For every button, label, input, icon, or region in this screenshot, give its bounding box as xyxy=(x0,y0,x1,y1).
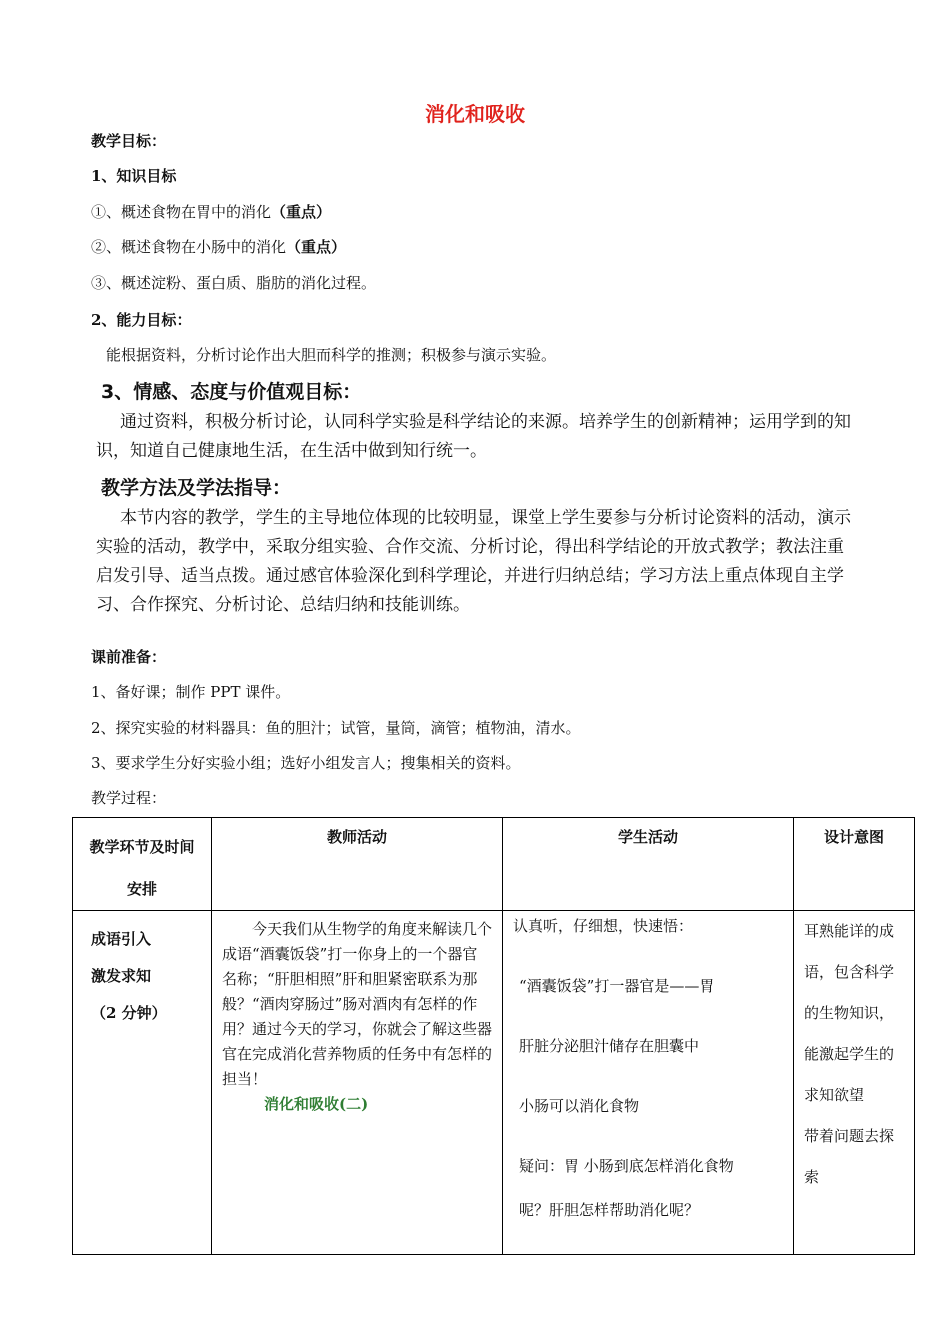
student-line: 呢？肝胆怎样帮助消化呢？ xyxy=(519,1201,700,1219)
key-point-tag: （重点） xyxy=(271,203,332,221)
preparation-item-1: 1、备好课；制作 PPT 课件。 xyxy=(91,683,291,701)
student-cell xyxy=(503,911,794,1255)
teaching-process-table xyxy=(72,817,915,1255)
preparation-item-3: 3、要求学生分好实验小组；选好小组发言人；搜集相关的资料。 xyxy=(91,754,521,772)
header-teacher: 教师活动 xyxy=(212,818,503,911)
design-cell xyxy=(794,911,915,1255)
design-text: 带着问题去探索 xyxy=(804,1127,895,1186)
objectives-heading: 教学目标： xyxy=(91,132,167,150)
student-line: “酒囊饭袋”打一器官是——胃 xyxy=(519,977,715,995)
knowledge-item-3: ③、概述淀粉、蛋白质、脂肪的消化过程。 xyxy=(91,274,377,292)
preparation-item-2: 2、探究实验的材料器具：鱼的胆汁；试管，量筒，滴管；植物油，清水。 xyxy=(91,719,581,737)
method-heading: 教学方法及学法指导： xyxy=(101,477,292,499)
knowledge-heading: 1、知识目标 xyxy=(91,167,177,185)
stage-cell xyxy=(73,911,212,1255)
knowledge-item-text: ②、概述食物在小肠中的消化 xyxy=(91,238,287,256)
student-line: 认真听，仔细想，快速悟： xyxy=(513,917,694,935)
table-row xyxy=(73,911,915,1255)
teacher-subtitle: 消化和吸收(二) xyxy=(264,1095,369,1113)
stage-line1: 成语引入 xyxy=(91,930,152,948)
design-text: 耳熟能详的成语，包含科学的生物知识，能激起学生的求知欲望 xyxy=(804,922,895,1104)
emotion-heading: 3、情感、态度与价值观目标： xyxy=(101,381,362,403)
knowledge-item-1 xyxy=(91,201,331,222)
page-title: 消化和吸收 xyxy=(425,102,525,126)
header-student: 学生活动 xyxy=(503,818,794,911)
knowledge-item-text: ①、概述食物在胃中的消化 xyxy=(91,203,272,221)
teacher-cell xyxy=(212,911,503,1255)
student-line: 小肠可以消化食物 xyxy=(519,1097,640,1115)
stage-line3: （2 分钟） xyxy=(91,1004,167,1022)
knowledge-item-2 xyxy=(91,236,346,257)
ability-heading: 2、能力目标： xyxy=(91,311,192,329)
header-stage xyxy=(73,818,212,911)
header-stage-line2: 安排 xyxy=(126,880,157,898)
process-label: 教学过程： xyxy=(91,789,167,807)
key-point-tag: （重点） xyxy=(286,238,347,256)
student-line: 肝脏分泌胆汁储存在胆囊中 xyxy=(519,1037,700,1055)
ability-text: 能根据资料，分析讨论作出大胆而科学的推测；积极参与演示实验。 xyxy=(106,346,557,364)
header-stage-line1: 教学环节及时间 xyxy=(89,838,195,856)
student-line: 疑问：胃 小肠到底怎样消化食物 xyxy=(519,1157,734,1175)
header-design: 设计意图 xyxy=(794,818,915,911)
table-header-row xyxy=(73,818,915,911)
preparation-heading: 课前准备： xyxy=(91,648,167,666)
stage-line2: 激发求知 xyxy=(91,967,152,985)
method-text: 本节内容的教学，学生的主导地位体现的比较明显，课堂上学生要参与分析讨论资料的活动，演示实验的活动，教学中，采取分组实验、合作交流、分析讨论，得出科学结论的开放式教学；教法注重启发引导、适当点拨。通过感官体验深化到科学理论，并进行归纳总结；学习方法上重点体现自主学习、合作探究、分析讨论、总结归纳和技能训练。 xyxy=(96,508,851,615)
emotion-text: 通过资料，积极分析讨论，认同科学实验是科学结论的来源。培养学生的创新精神；运用学到的知识，知道自己健康地生活，在生活中做到知行统一。 xyxy=(96,412,851,461)
teacher-text: 今天我们从生物学的角度来解读几个成语“酒囊饭袋”打一你身上的一个器官名称；“肝胆相照”肝和胆紧密联系为那般？“酒肉穿肠过”肠对酒肉有怎样的作用？通过今天的学习，你就会了解这些器官在完成消化营养物质的任务中有怎样的担当！ xyxy=(222,920,493,1088)
